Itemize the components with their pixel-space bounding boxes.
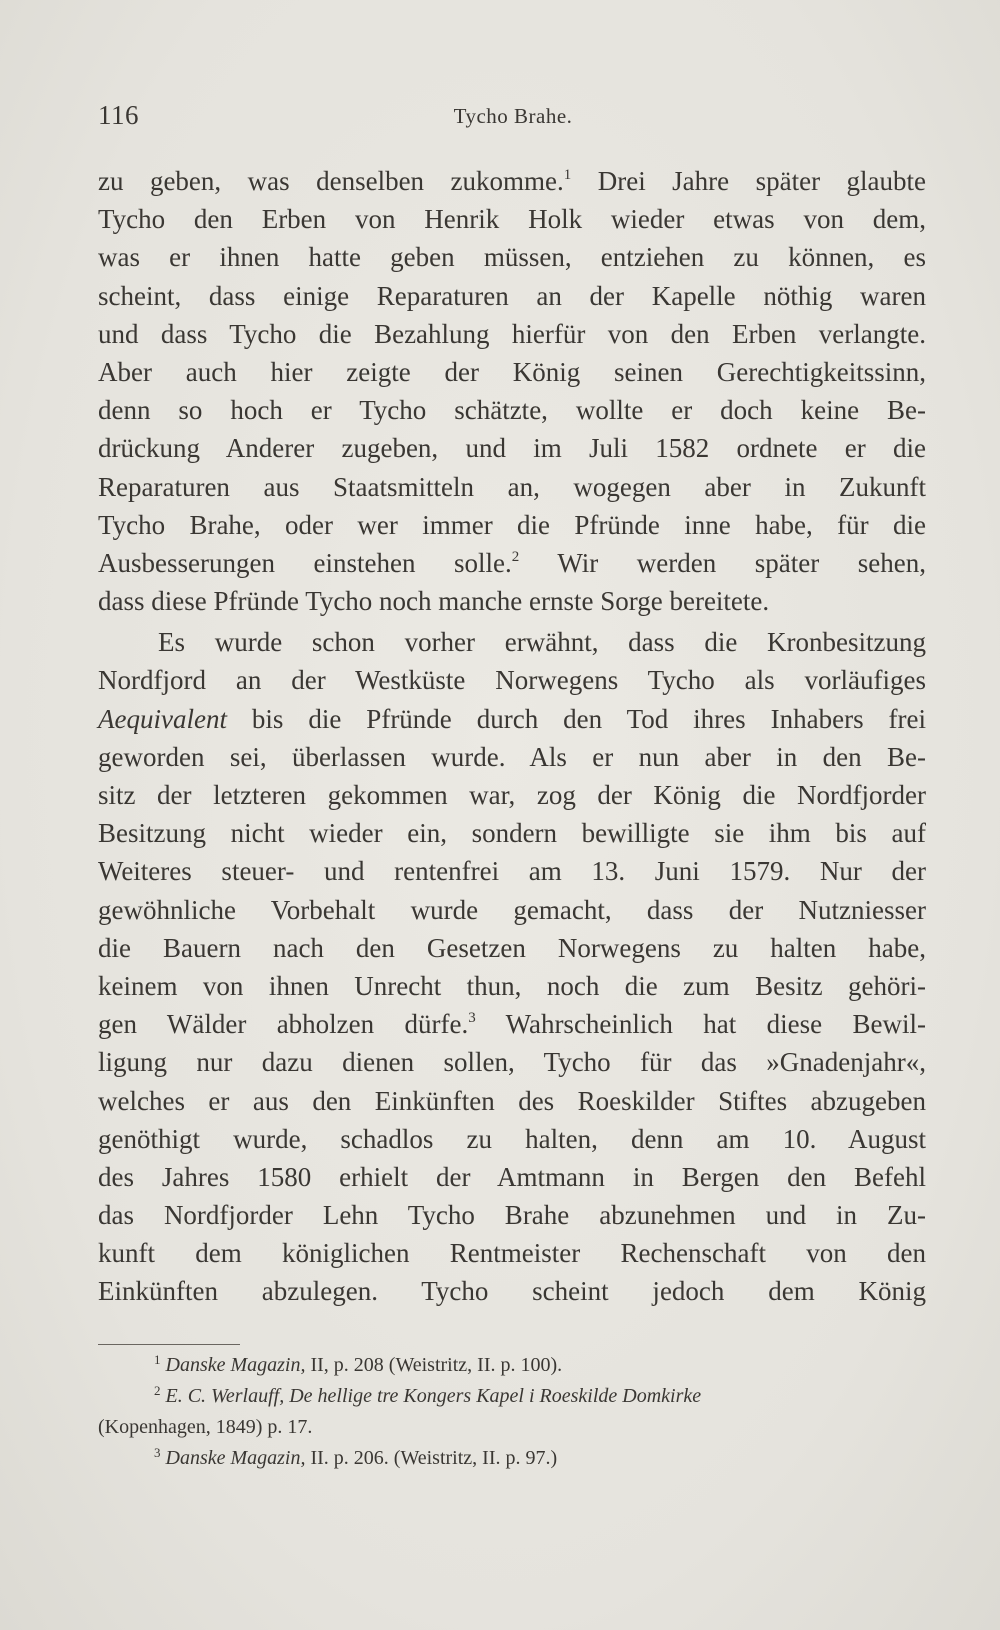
text-line: genöthigt wurde, schadlos zu halten, denn am 10. August — [98, 1123, 926, 1154]
text-line: und dass Tycho die Bezahlung hierfür von den Erben verlangte. — [98, 318, 926, 349]
text-line: gen Wälder abholzen dürfe.$^3$ Wahrscheinlich hat diese Bewil- — [98, 1009, 926, 1040]
text-line: Tycho den Erben von Henrik Holk wieder etwas von dem, — [98, 204, 926, 235]
footnote-ref: 3 — [468, 1010, 476, 1027]
italic-term: Aequivalent — [98, 703, 227, 734]
text-line: zu geben, was denselben zukomme.$^1$ Drei Jahre später glaubte — [98, 166, 926, 196]
footnote: $^2$ E. C. Werlauff, De hellige tre Kongers Kapel i Roeskilde Domkirke — [154, 1383, 702, 1407]
text-line: die Bauern nach den Gesetzen Norwegens zu halten habe, — [98, 932, 926, 963]
text-line: scheint, dass einige Reparaturen an der Kapelle nöthig waren — [98, 280, 926, 311]
text-line: drückung Anderer zugeben, und im Juli 1582 ordnete er die — [98, 433, 926, 464]
text-line: kunft dem königlichen Rentmeister Rechenschaft von den — [98, 1238, 926, 1269]
page-header — [98, 100, 928, 136]
text-line: keinem von ihnen Unrecht thun, noch die zum Besitz gehöri- — [98, 970, 926, 1001]
footnote: $^3$ Danske Magazin, II. p. 206. (Weistritz, II. p. 97.) — [154, 1445, 558, 1469]
footnote-ref: 1 — [563, 167, 572, 183]
text-line: sitz der letzteren gekommen war, zog der König die Nordfjorder — [98, 780, 926, 810]
running-title: Tycho Brahe. — [453, 104, 573, 128]
text-line: gewöhnliche Vorbehalt wurde gemacht, dass der Nutzniesser — [98, 894, 926, 925]
text-line: geworden sei, überlassen wurde. Als er nun aber in den Be- — [98, 741, 926, 772]
text-line: was er ihnen hatte geben müssen, entziehen zu können, es — [98, 242, 926, 273]
text-line: Tycho Brahe, oder wer immer die Pfründe inne habe, für die — [98, 509, 926, 540]
text-line: Aber auch hier zeigte der König seinen Gerechtigkeitssinn, — [98, 356, 926, 387]
text-line: Aequivalent bis die Pfründe durch den Tod ihres Inhabers frei — [98, 703, 926, 734]
footnotes — [98, 1350, 928, 1474]
text-line: welches er aus den Einkünften des Roeskilder Stiftes abzugeben — [98, 1085, 926, 1116]
footnote-continuation: (Kopenhagen, 1849) p. 17. — [98, 1416, 313, 1438]
text-line: das Nordfjorder Lehn Tycho Brahe abzunehmen und in Zu- — [98, 1200, 926, 1231]
footnote: $^1$ Danske Magazin, II, p. 208 (Weistritz, II. p. 100). — [154, 1352, 563, 1376]
text-line: dass diese Pfründe Tycho noch manche ernste Sorge bereitete. — [98, 586, 770, 617]
text-line: Reparaturen aus Staatsmitteln an, wogegen aber in Zukunft — [98, 471, 926, 502]
text-line: Besitzung nicht wieder ein, sondern bewilligte sie ihm bis auf — [98, 818, 926, 849]
text-line: Es wurde schon vorher erwähnt, dass die Kronbesitzung — [158, 627, 926, 658]
text-line: ligung nur dazu dienen sollen, Tycho für das »Gnadenjahr«, — [98, 1047, 926, 1078]
page-number: 116 — [98, 100, 139, 130]
text-line: Nordfjord an der Westküste Norwegens Tycho als vorläufiges — [98, 665, 926, 696]
text-line: Weiteres steuer- und rentenfrei am 13. Juni 1579. Nur der — [98, 856, 926, 887]
text-line: Ausbesserungen einstehen solle.$^2$ Wir werden später sehen, — [98, 547, 927, 578]
text-line: Einkünften abzulegen. Tycho scheint jedoch dem König — [98, 1276, 926, 1307]
footnote-divider — [98, 1344, 240, 1345]
text-line: denn so hoch er Tycho schätzte, wollte er doch keine Be- — [98, 395, 926, 426]
text-line: des Jahres 1580 erhielt der Amtmann in Bergen den Befehl — [98, 1161, 926, 1192]
body-text — [98, 162, 926, 1311]
footnote-ref: 2 — [511, 548, 520, 565]
